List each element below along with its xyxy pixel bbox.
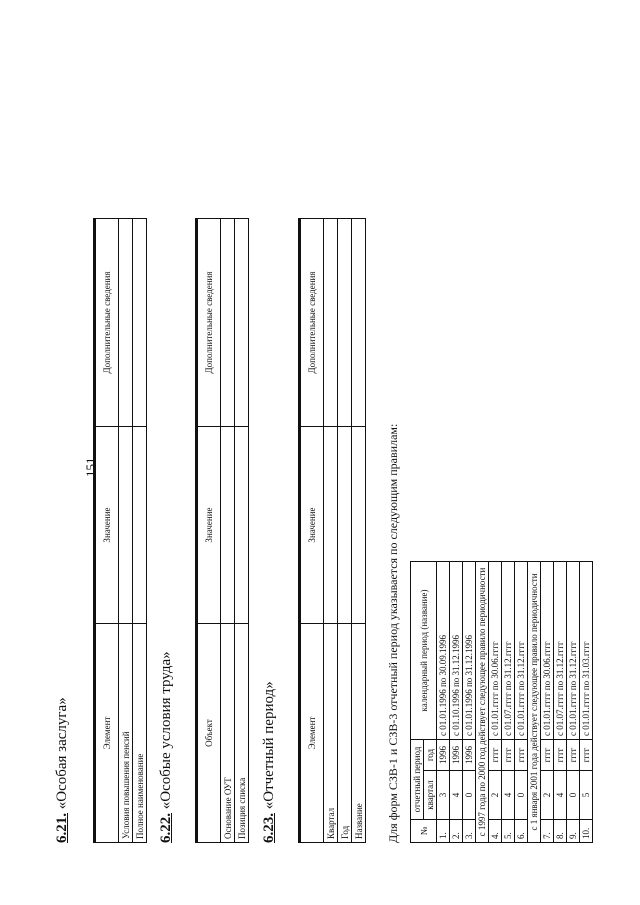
cell (221, 219, 235, 427)
cell-number: 1. (437, 820, 450, 843)
cell: Основание ОУТ (221, 624, 235, 843)
cell: Полное наименование (133, 624, 147, 843)
cell-period: с 01.01.гггг по 31.12.гггг (515, 562, 528, 740)
header-quarter: квартал (424, 771, 437, 820)
table-header-row (411, 562, 424, 843)
cell-period: с 01.01.гггг по 30.06.гггг (489, 562, 502, 740)
cell-period: с 01.07.гггг по 31.12.гггг (502, 562, 515, 740)
cell-period: с 01.01.1996 по 31.12.1996 (463, 562, 476, 740)
cell-quarter: 5 (580, 771, 593, 820)
cell: Условия повышения пенсий (119, 624, 133, 843)
section-rule: с 1997 года по 2000 год действует следующее правило периодичности (476, 562, 489, 843)
table-row (119, 219, 133, 843)
cell-year: гггг (515, 740, 528, 771)
table-row (463, 562, 476, 843)
section-row (476, 562, 489, 843)
column-header: Объект (197, 624, 221, 843)
table-row (515, 562, 528, 843)
table-period-rules (410, 561, 593, 843)
table-row (235, 219, 249, 843)
cell-quarter: 3 (437, 771, 450, 820)
cell-quarter: 4 (554, 771, 567, 820)
column-header: Дополнительные сведения (95, 219, 119, 427)
table-row (502, 562, 515, 843)
header-calendar: календарный период (название) (411, 562, 437, 740)
cell-quarter: 4 (450, 771, 463, 820)
cell: Квартал (324, 624, 338, 843)
table-row (567, 562, 580, 843)
cell (338, 427, 352, 624)
cell (352, 427, 366, 624)
table-row (324, 219, 338, 843)
cell-year: 1996 (463, 740, 476, 771)
table-row (489, 562, 502, 843)
table-row (221, 219, 235, 843)
cell-quarter: 0 (515, 771, 528, 820)
cell-number: 3. (463, 820, 476, 843)
header-year: год (424, 740, 437, 771)
header-period: отчетный период (411, 740, 424, 820)
table-row (338, 219, 352, 843)
cell (119, 427, 133, 624)
table-osobaya-zasluga (93, 218, 147, 843)
cell-period: с 01.01.гггг по 31.03.гггг (580, 562, 593, 740)
cell-period: с 01.10.1996 по 31.12.1996 (450, 562, 463, 740)
section-number: 6.23. (261, 813, 277, 843)
cell (133, 427, 147, 624)
section-number: 6.21. (54, 813, 70, 843)
table-row (437, 562, 450, 843)
column-header: Элемент (300, 624, 324, 843)
cell (133, 219, 147, 427)
table-row (450, 562, 463, 843)
cell-period: с 01.01.гггг по 30.06.гггг (541, 562, 554, 740)
table-osobye-usloviya-truda (195, 218, 249, 843)
section-row (528, 562, 541, 843)
cell-number: 7. (541, 820, 554, 843)
section-heading (261, 681, 278, 843)
cell (119, 219, 133, 427)
section-heading (158, 651, 175, 843)
cell-number: 9. (567, 820, 580, 843)
page-number: 151 (83, 457, 98, 477)
table-row (580, 562, 593, 843)
cell (352, 219, 366, 427)
cell-year: гггг (502, 740, 515, 771)
cell-quarter: 4 (502, 771, 515, 820)
section-title: «Отчетный период» (261, 681, 277, 810)
cell (235, 427, 249, 624)
cell-period: с 01.01.гггг по 31.12.гггг (567, 562, 580, 740)
cell-number: 5. (502, 820, 515, 843)
cell-number: 6. (515, 820, 528, 843)
table-row (541, 562, 554, 843)
rules-note: Для форм СЗВ-1 и СЗВ-3 отчетный период указывается по следующим правилам: (386, 423, 400, 843)
column-header: Значение (95, 427, 119, 624)
cell: Год (338, 624, 352, 843)
table-otchetnyi-period (298, 218, 366, 843)
cell (235, 219, 249, 427)
section-title: «Особые условия труда» (158, 651, 174, 810)
cell-year: гггг (580, 740, 593, 771)
cell: Название (352, 624, 366, 843)
table-row (133, 219, 147, 843)
section-number: 6.22. (158, 813, 174, 843)
section-title: «Особая заслуга» (54, 697, 70, 810)
cell-number: 8. (554, 820, 567, 843)
cell-number: 4. (489, 820, 502, 843)
section-heading (54, 697, 71, 843)
cell-number: 2. (450, 820, 463, 843)
cell-quarter: 2 (489, 771, 502, 820)
cell-quarter: 0 (463, 771, 476, 820)
column-header: Элемент (95, 624, 119, 843)
section-rule: с 1 января 2001 года действует следующее правило периодичности (528, 562, 541, 843)
cell (221, 427, 235, 624)
cell (338, 219, 352, 427)
cell-quarter: 2 (541, 771, 554, 820)
cell-number: 10. (580, 820, 593, 843)
cell-year: гггг (489, 740, 502, 771)
column-header: Дополнительные сведения (300, 219, 324, 427)
cell-year: гггг (554, 740, 567, 771)
cell (324, 219, 338, 427)
cell-period: с 01.07.гггг по 31.12.гггг (554, 562, 567, 740)
column-header: Значение (300, 427, 324, 624)
cell-year: 1996 (450, 740, 463, 771)
table-row (352, 219, 366, 843)
cell-period: с 01.01.1996 по 30.09.1996 (437, 562, 450, 740)
cell-quarter: 0 (567, 771, 580, 820)
column-header: Дополнительные сведения (197, 219, 221, 427)
header-number: № (411, 820, 437, 843)
cell-year: гггг (541, 740, 554, 771)
column-header: Значение (197, 427, 221, 624)
cell-year: гггг (567, 740, 580, 771)
cell-year: 1996 (437, 740, 450, 771)
cell: Позиция списка (235, 624, 249, 843)
cell (324, 427, 338, 624)
table-row (554, 562, 567, 843)
